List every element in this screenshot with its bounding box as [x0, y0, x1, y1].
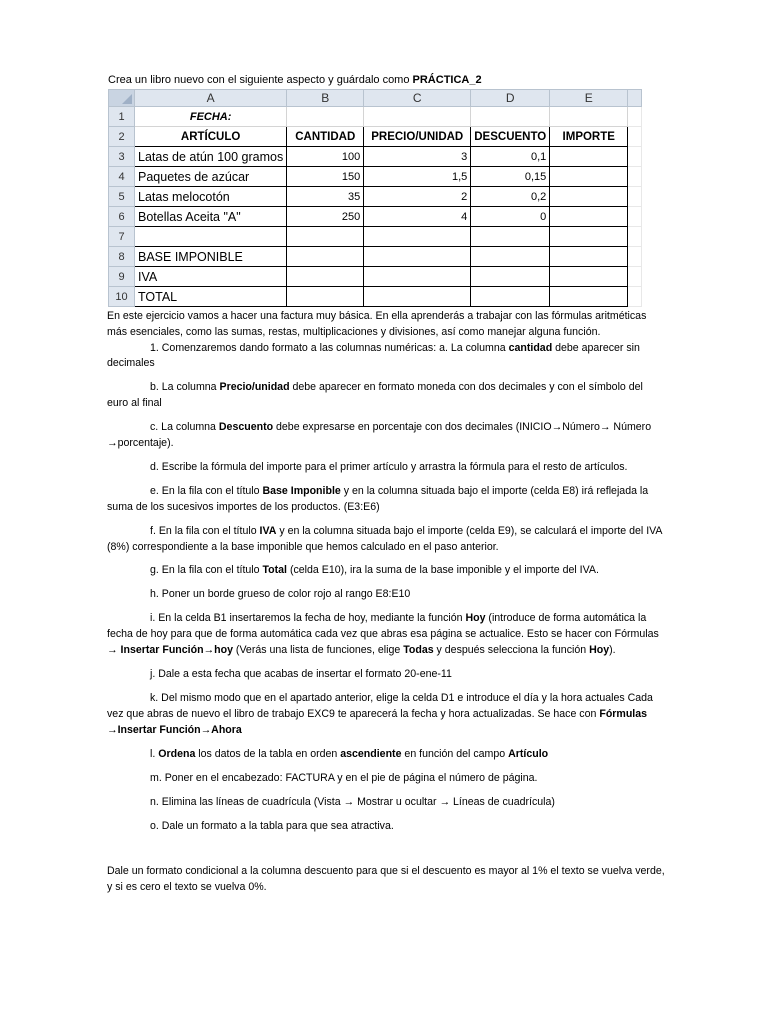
price-cell: 4 [364, 207, 471, 227]
column-header-row [109, 90, 642, 107]
cell [471, 247, 550, 267]
paragraph-step-n: n. Elimina las líneas de cuadrícula (Vista → Mostrar u ocultar → Líneas de cuadrícula) [150, 795, 555, 808]
table-row [109, 267, 642, 287]
text-bold: Total [262, 564, 288, 577]
text: los datos de la tabla en orden [195, 747, 341, 760]
cell [550, 287, 628, 307]
header-cell: CANTIDAD [287, 127, 364, 147]
table-row [109, 127, 642, 147]
article-cell: Botellas Aceita "A" [135, 207, 287, 227]
text-bold: ascendiente [340, 747, 402, 760]
paragraph-step-e [107, 484, 667, 516]
paragraph-final: Dale un formato condicional a la columna descuento para que si el descuento es mayor al 1% el texto se vuelva verde, y si es cero el texto se vuelva 0%. [107, 865, 665, 894]
instruction-text: Crea un libro nuevo con el siguiente aspecto y guárdalo como [108, 74, 413, 86]
text: (celda E10), ira la suma de la base imponible y el importe del IVA. [287, 564, 599, 577]
paragraph-step-d: d. Escribe la fórmula del importe para el primer artículo y arrastra la fórmula para el resto de artículos. [150, 460, 628, 473]
article-cell: Paquetes de azúcar [135, 167, 287, 187]
text: 1. Comenzaremos dando formato a las columnas numéricas: a. La columna [150, 341, 509, 354]
paragraph-step-k [107, 691, 667, 738]
amount-cell [550, 187, 628, 207]
header-cell: IMPORTE [550, 127, 628, 147]
text: (Verás una lista de funciones, elige [232, 644, 404, 657]
article-cell: Latas de atún 100 gramos [135, 147, 287, 167]
discount-cell: 0,1 [471, 147, 550, 167]
text: en función del campo [401, 747, 509, 760]
article-cell: Latas melocotón [135, 187, 287, 207]
cell [287, 107, 364, 127]
row-number: 8 [109, 247, 135, 267]
column-header: E [550, 90, 628, 107]
table-row [109, 247, 642, 267]
cell [471, 227, 550, 247]
row-number: 7 [109, 227, 135, 247]
paragraph-step-o: o. Dale un formato a la tabla para que sea atractiva. [150, 819, 394, 832]
cell [550, 227, 628, 247]
cell [628, 207, 642, 227]
cell [364, 247, 471, 267]
cell [628, 187, 642, 207]
cell [287, 267, 364, 287]
cell [364, 227, 471, 247]
table-row [109, 207, 642, 227]
text: ). [609, 644, 616, 657]
spreadsheet-image [108, 89, 642, 307]
paragraph-step-m: m. Poner en el encabezado: FACTURA y en el pie de página el número de página. [150, 771, 538, 784]
cell [628, 227, 642, 247]
discount-cell: 0 [471, 207, 550, 227]
table-row [109, 147, 642, 167]
cell [628, 107, 642, 127]
column-header: C [364, 90, 471, 107]
text: c. La columna [150, 421, 219, 434]
price-cell: 1,5 [364, 167, 471, 187]
text-bold: Base Imponible [262, 484, 341, 497]
text: debe aparecer sin decimales [107, 341, 640, 370]
cell [287, 287, 364, 307]
paragraph-step-h: h. Poner un borde grueso de color rojo al rango E8:E10 [150, 588, 411, 601]
cell [471, 107, 550, 127]
header-cell: ARTÍCULO [135, 127, 287, 147]
discount-cell: 0,15 [471, 167, 550, 187]
text: y después selecciona la función [433, 644, 590, 657]
cell [287, 227, 364, 247]
text: debe aparecer en formato moneda con dos decimales y con el símbolo del euro al final [107, 381, 643, 410]
paragraph-step-l [107, 747, 667, 763]
text: l. [150, 747, 159, 760]
text: b. La columna [150, 381, 220, 394]
text-bold: Descuento [218, 421, 274, 434]
text-bold: Todas [403, 644, 434, 657]
cell [628, 267, 642, 287]
cell [364, 267, 471, 287]
cell [135, 227, 287, 247]
paragraph-step-c [107, 420, 667, 452]
text-bold: Precio/unidad [219, 381, 290, 394]
text: i. En la celda B1 insertaremos la fecha de hoy, mediante la función [150, 612, 466, 625]
row-number: 3 [109, 147, 135, 167]
file-name: PRÁCTICA_2 [412, 74, 482, 86]
cell [628, 287, 642, 307]
paragraph-step-j: j. Dale a esta fecha que acabas de insertar el formato 20-ene-11 [150, 668, 452, 681]
fecha-label: FECHA: [135, 107, 287, 127]
cell [471, 287, 550, 307]
row-number: 4 [109, 167, 135, 187]
cell [550, 247, 628, 267]
text: y en la columna situada bajo el importe (celda E8) irá reflejada la suma de los sucesivos importes de los productos. (E3:E6) [107, 484, 649, 513]
paragraph-step-g [107, 563, 667, 579]
quantity-cell: 35 [287, 187, 364, 207]
text: e. En la fila con el título [150, 484, 263, 497]
price-cell: 2 [364, 187, 471, 207]
cell [471, 267, 550, 287]
header-cell: PRECIO/UNIDAD [364, 127, 471, 147]
paragraph-step-i [107, 611, 667, 658]
text-bold: Insertar Función→hoy [120, 644, 233, 657]
text: k. Del mismo modo que en el apartado anterior, elige la celda D1 e introduce el día y la hora actuales Cada vez que abras de nuevo el libro de trabajo EXC9 te aparecerá la fecha y hora actualizadas. Se hace con [107, 692, 653, 720]
text: f. En la fila con el título [150, 524, 260, 537]
cell [364, 107, 471, 127]
text-bold: Hoy [465, 612, 486, 625]
paragraph-step-f [107, 524, 667, 556]
column-header: A [135, 90, 287, 107]
amount-cell [550, 167, 628, 187]
header-cell: DESCUENTO [471, 127, 550, 147]
text-bold: IVA [259, 524, 277, 537]
quantity-cell: 250 [287, 207, 364, 227]
text: (introduce de forma automática la fecha de hoy para que de forma automática cada vez que abras esa página se actualice. Esto se hacer con Fórmulas → [107, 612, 659, 657]
column-header-extra [628, 90, 642, 107]
text: debe expresarse en porcentaje con dos decimales (INICIO→Número→ Número →porcentaje). [107, 421, 652, 449]
row-number: 5 [109, 187, 135, 207]
text-bold: Ordena [158, 747, 196, 760]
cell [550, 107, 628, 127]
quantity-cell: 150 [287, 167, 364, 187]
text: y en la columna situada bajo el importe (celda E9), se calculará el importe del IVA (8%) correspondiente a la base imponible que hemos calculado en el paso anterior. [107, 524, 662, 553]
table-row [109, 287, 642, 307]
row-number: 6 [109, 207, 135, 227]
cell [628, 127, 642, 147]
table-row [109, 227, 642, 247]
total-label: TOTAL [135, 287, 287, 307]
text-bold: Artículo [508, 747, 549, 760]
table-row [109, 167, 642, 187]
amount-cell [550, 207, 628, 227]
quantity-cell: 100 [287, 147, 364, 167]
discount-cell: 0,2 [471, 187, 550, 207]
cell [550, 267, 628, 287]
row-number: 9 [109, 267, 135, 287]
price-cell: 3 [364, 147, 471, 167]
cell [287, 247, 364, 267]
cell [628, 147, 642, 167]
table-row [109, 107, 642, 127]
text-bold: Fórmulas →Insertar Función→Ahora [107, 707, 648, 736]
text-bold: cantidad [508, 341, 553, 354]
instructions-body [107, 309, 667, 904]
column-header: D [471, 90, 550, 107]
cell [628, 247, 642, 267]
instruction-title [108, 74, 482, 86]
base-imponible-label: BASE IMPONIBLE [135, 247, 287, 267]
text-bold: Hoy [589, 644, 610, 657]
row-number: 1 [109, 107, 135, 127]
table-row [109, 187, 642, 207]
cell [364, 287, 471, 307]
column-header: B [287, 90, 364, 107]
amount-cell [550, 147, 628, 167]
paragraph-step-b [107, 380, 667, 412]
paragraph-step-1 [107, 341, 667, 373]
row-number: 2 [109, 127, 135, 147]
iva-label: IVA [135, 267, 287, 287]
paragraph-intro: En este ejercicio vamos a hacer una factura muy básica. En ella aprenderás a trabajar con las fórmulas aritméticas más esenciales, como las sumas, restas, multiplicaciones y divisiones, así como manejar alguna función. [107, 310, 647, 338]
text: g. En la fila con el título [150, 564, 263, 577]
select-all-corner [109, 90, 135, 107]
cell [628, 167, 642, 187]
row-number: 10 [109, 287, 135, 307]
